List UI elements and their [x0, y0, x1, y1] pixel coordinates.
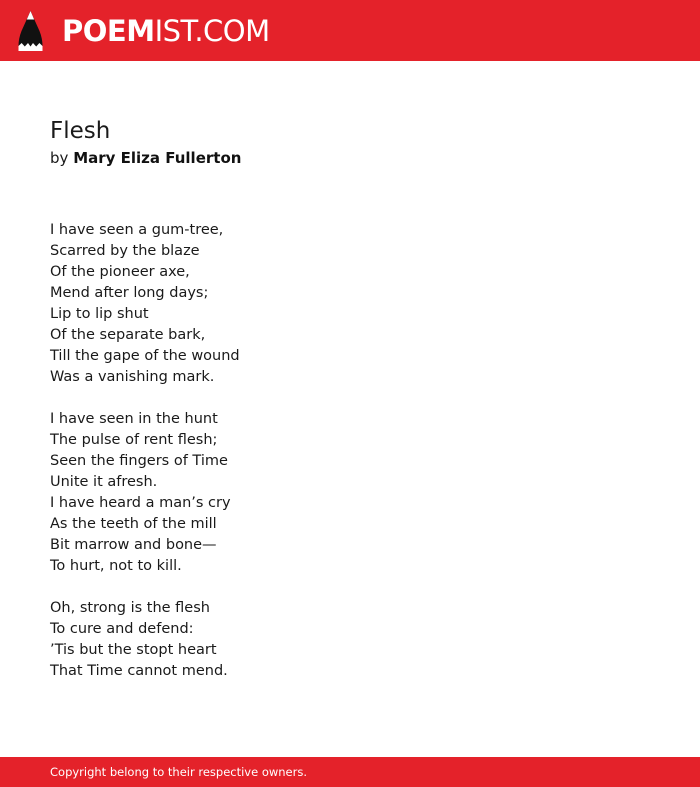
- byline-label: by: [50, 149, 69, 167]
- poem-byline: [50, 147, 650, 169]
- poem-line: Scarred by the blaze: [50, 243, 200, 259]
- poem-author: Mary Eliza Fullerton: [73, 149, 242, 167]
- poem-line: I have heard a man’s cry: [50, 495, 231, 511]
- poem-line: Was a vanishing mark.: [50, 369, 215, 385]
- poem-title: Flesh: [50, 118, 111, 144]
- poem-stanza: [50, 409, 650, 577]
- poem-line: To hurt, not to kill.: [50, 558, 182, 574]
- poem-stanza: [50, 220, 650, 388]
- poem-line: Oh, strong is the flesh: [50, 600, 210, 616]
- site-footer: [0, 757, 700, 787]
- poem-content: [50, 116, 650, 703]
- logo-text-light: IST.COM: [154, 14, 270, 48]
- logo-text-bold: POEM: [62, 14, 155, 48]
- poem-line: That Time cannot mend.: [50, 663, 228, 679]
- pencil-tip-icon: [18, 10, 43, 52]
- poem-line: To cure and defend:: [50, 621, 194, 637]
- poem-line: Mend after long days;: [50, 285, 209, 301]
- poem-line: I have seen a gum-tree,: [50, 222, 224, 238]
- poem-line: As the teeth of the mill: [50, 516, 217, 532]
- poem-line: Seen the fingers of Time: [50, 453, 228, 469]
- poem-line: Lip to lip shut: [50, 306, 149, 322]
- site-logo-text: [62, 9, 270, 53]
- poem-line: Bit marrow and bone—: [50, 537, 217, 553]
- poem-line: Unite it afresh.: [50, 474, 158, 490]
- poem-line: Of the pioneer axe,: [50, 264, 190, 280]
- poem-line: I have seen in the hunt: [50, 411, 218, 427]
- poem-line: ’Tis but the stopt heart: [50, 642, 217, 658]
- poem-line: Till the gape of the wound: [50, 348, 240, 364]
- copyright-notice: Copyright belong to their respective owners.: [50, 765, 308, 779]
- site-header: [0, 0, 700, 61]
- poem-line: Of the separate bark,: [50, 327, 206, 343]
- poem-stanza: [50, 598, 650, 682]
- poem-line: The pulse of rent flesh;: [50, 432, 218, 448]
- poem-body: [50, 220, 650, 682]
- site-logo-link[interactable]: [18, 9, 270, 53]
